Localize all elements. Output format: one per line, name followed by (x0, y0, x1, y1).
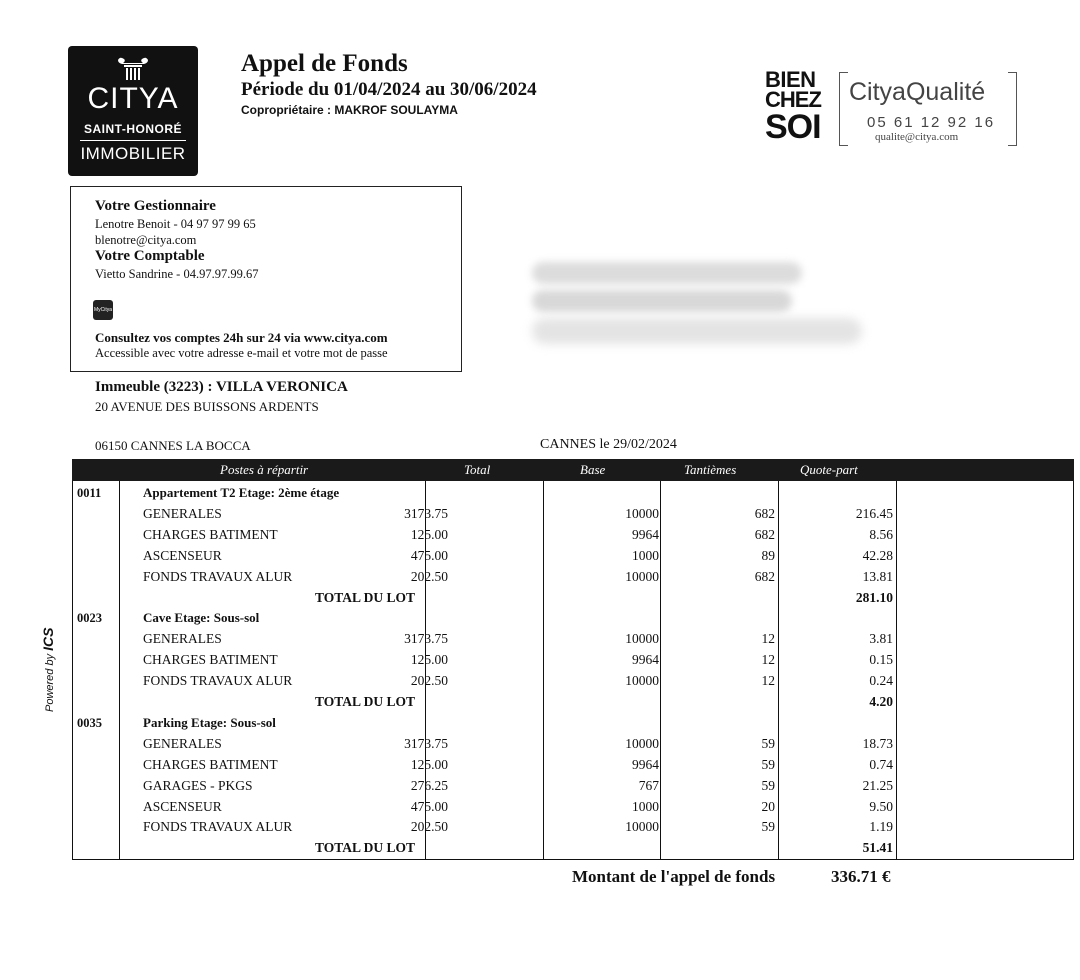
cell-tantiemes: 59 (761, 756, 775, 772)
column-icon (116, 56, 150, 82)
table-row (73, 650, 1073, 670)
poste-label: CHARGES BATIMENT (143, 652, 278, 668)
cell-tantiemes: 12 (761, 631, 775, 647)
header-base: Base (580, 462, 606, 477)
document-date: CANNES le 29/02/2024 (540, 437, 677, 452)
cell-quote-part: 18.73 (862, 735, 893, 751)
poste-label: FONDS TRAVAUX ALUR (143, 673, 293, 689)
table-row (73, 546, 1073, 566)
cell-quote-part: 216.45 (855, 505, 893, 521)
bracket-left (839, 72, 848, 146)
cell-tantiemes: 59 (761, 735, 775, 751)
powered-by-brand: ICS (40, 627, 56, 651)
gestionnaire-email: blenotre@citya.com (95, 233, 197, 247)
lot-header-row (73, 483, 1073, 503)
poste-label: FONDS TRAVAUX ALUR (143, 568, 293, 584)
bien-chez-soi-logo (765, 67, 835, 146)
header-postes: Postes à répartir (220, 462, 309, 477)
online-title: Consultez vos comptes 24h sur 24 via www.citya.com (95, 330, 388, 345)
table-row (73, 776, 1073, 796)
cell-base: 9964 (632, 756, 659, 772)
online-text: Accessible avec votre adresse e-mail et votre mot de passe (95, 346, 388, 360)
logo-divider (80, 140, 186, 141)
coproprietaire: Copropriétaire : MAKROF SOULAYMA (241, 103, 458, 117)
cell-tantiemes: 59 (761, 777, 775, 793)
cell-total: 3173.75 (404, 735, 448, 751)
cell-base: 10000 (625, 631, 659, 647)
bcs-bien: BIEN (765, 67, 816, 92)
lot-header-row (73, 713, 1073, 733)
document-title: Appel de Fonds (241, 50, 408, 77)
lot-description: Cave Etage: Sous-sol (143, 610, 260, 626)
lot-total-row (73, 838, 1073, 858)
cell-quote-part: 13.81 (862, 568, 893, 584)
cell-base: 10000 (625, 568, 659, 584)
cell-base: 1000 (632, 547, 659, 563)
cell-tantiemes: 682 (754, 526, 775, 542)
montant-label: Montant de l'appel de fonds (572, 867, 776, 886)
poste-label: CHARGES BATIMENT (143, 756, 278, 772)
charges-table (72, 459, 1074, 861)
lot-total-label: TOTAL DU LOT (314, 840, 415, 856)
cell-tantiemes: 682 (754, 505, 775, 521)
cell-base: 9964 (632, 526, 659, 542)
cell-tantiemes: 59 (761, 819, 775, 835)
cell-base: 767 (638, 777, 659, 793)
lot-description: Parking Etage: Sous-sol (143, 714, 276, 730)
citya-qualite-phone: 05 61 12 92 16 (867, 114, 996, 131)
cell-quote-part: 0.24 (869, 673, 893, 689)
lot-total-row (73, 588, 1073, 608)
cell-base: 10000 (625, 673, 659, 689)
cell-total: 202.50 (410, 819, 448, 835)
period: Période du 01/04/2024 au 30/06/2024 (241, 79, 537, 100)
cell-base: 9964 (632, 652, 659, 668)
cell-quote-part: 0.15 (869, 652, 893, 668)
citya-qualite-name: CityaQualité (849, 78, 986, 106)
mycitya-icon: MyCitya (93, 300, 113, 320)
cell-quote-part: 3.81 (869, 631, 893, 647)
cell-total: 475.00 (410, 547, 448, 563)
poste-label: GENERALES (143, 505, 222, 521)
comptable-title: Votre Comptable (95, 248, 205, 264)
table-row (73, 797, 1073, 817)
cell-total: 276.25 (410, 777, 448, 793)
redacted-address (532, 262, 862, 352)
table-row (73, 629, 1073, 649)
bracket-right (1008, 72, 1017, 146)
cell-tantiemes: 12 (761, 652, 775, 668)
poste-label: GARAGES - PKGS (143, 777, 253, 793)
cell-base: 10000 (625, 819, 659, 835)
lot-number: 0011 (77, 486, 102, 500)
cell-quote-part: 8.56 (869, 526, 893, 542)
cell-tantiemes: 12 (761, 673, 775, 689)
cell-total: 475.00 (410, 798, 448, 814)
table-row (73, 817, 1073, 837)
logo-brand: CITYA (87, 82, 179, 115)
poste-label: FONDS TRAVAUX ALUR (143, 819, 293, 835)
immeuble-address: 20 AVENUE DES BUISSONS ARDENTS (95, 399, 319, 414)
header-total: Total (464, 462, 491, 477)
table-row (73, 734, 1073, 754)
cell-tantiemes: 682 (754, 568, 775, 584)
cell-quote-part: 9.50 (869, 798, 893, 814)
cell-total: 3173.75 (404, 505, 448, 521)
cell-total: 125.00 (410, 756, 448, 772)
header-tantiemes: Tantièmes (684, 462, 737, 477)
comptable-line: Vietto Sandrine - 04.97.97.99.67 (95, 267, 259, 281)
table-row (73, 525, 1073, 545)
poste-label: GENERALES (143, 735, 222, 751)
gestionnaire-title: Votre Gestionnaire (95, 198, 216, 214)
lot-total-value: 51.41 (862, 840, 893, 856)
lot-total-row (73, 692, 1073, 712)
cell-total: 202.50 (410, 673, 448, 689)
cell-total: 3173.75 (404, 631, 448, 647)
citya-logo (68, 46, 198, 176)
montant-value: 336.71 € (831, 867, 891, 886)
cell-total: 202.50 (410, 568, 448, 584)
cell-total: 125.00 (410, 526, 448, 542)
logo-subtitle: SAINT-HONORÉ (83, 122, 182, 136)
lot-header-row (73, 608, 1073, 628)
citya-qualite-block (839, 72, 1017, 146)
cell-base: 10000 (625, 505, 659, 521)
cell-quote-part: 42.28 (862, 547, 893, 563)
cell-tantiemes: 20 (761, 798, 775, 814)
powered-by (40, 628, 56, 713)
logo-subtitle-2: IMMOBILIER (80, 144, 186, 163)
table-row (73, 671, 1073, 691)
table-row (73, 504, 1073, 524)
table-body (72, 481, 1074, 860)
header-quote-part: Quote-part (800, 462, 858, 477)
poste-label: GENERALES (143, 631, 222, 647)
cell-base: 10000 (625, 735, 659, 751)
cell-quote-part: 21.25 (862, 777, 893, 793)
poste-label: CHARGES BATIMENT (143, 526, 278, 542)
table-row (73, 567, 1073, 587)
bcs-soi: SOI (765, 107, 821, 146)
cell-quote-part: 1.19 (869, 819, 893, 835)
contact-box (70, 186, 462, 372)
poste-label: ASCENSEUR (143, 798, 222, 814)
citya-qualite-email: qualite@citya.com (875, 131, 959, 143)
lot-total-label: TOTAL DU LOT (314, 694, 415, 709)
gestionnaire-line: Lenotre Benoit - 04 97 97 99 65 (95, 217, 256, 231)
cell-base: 1000 (632, 798, 659, 814)
immeuble-city: 06150 CANNES LA BOCCA (95, 438, 251, 453)
table-header (72, 459, 1074, 481)
cell-tantiemes: 89 (761, 547, 775, 563)
cell-quote-part: 0.74 (869, 756, 893, 772)
powered-by-text: Powered by (44, 653, 56, 712)
lot-total-value: 4.20 (869, 694, 893, 709)
lot-total-label: TOTAL DU LOT (314, 589, 415, 605)
poste-label: ASCENSEUR (143, 547, 222, 563)
lot-number: 0023 (77, 611, 102, 626)
bcs-chez: CHEZ (765, 86, 821, 112)
lot-total-value: 281.10 (855, 589, 893, 605)
cell-total: 125.00 (410, 652, 448, 668)
immeuble-title: Immeuble (3223) : VILLA VERONICA (95, 379, 348, 395)
lot-number: 0035 (77, 715, 102, 730)
table-row (73, 755, 1073, 775)
lot-description: Appartement T2 Etage: 2ème étage (143, 485, 340, 500)
